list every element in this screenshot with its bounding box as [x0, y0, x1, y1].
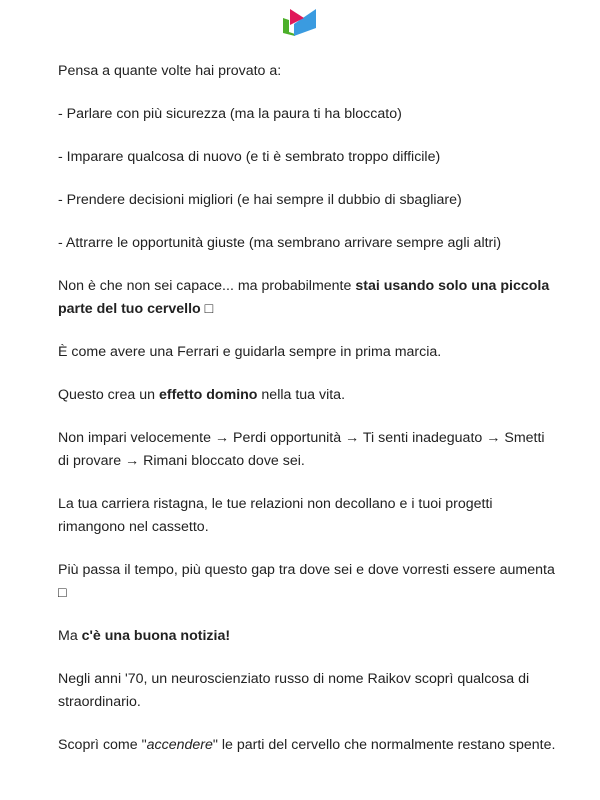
text: Questo crea un	[58, 387, 159, 403]
list-item: - Prendere decisioni migliori (e hai sempre il dubbio di sbagliare)	[58, 192, 462, 208]
brand-logo-icon	[280, 6, 320, 36]
paragraph: È come avere una Ferrari e guidarla sempre in prima marcia.	[58, 344, 442, 360]
bold-text: c'è una buona notizia!	[81, 628, 231, 644]
text: Ma	[58, 628, 82, 644]
paragraph: Più passa il tempo, più questo gap tra dove sei e dove vorresti essere aumenta □	[58, 562, 555, 601]
paragraph: Non impari velocemente → Perdi opportunità → Ti senti inadeguato → Smetti di provare → Rimani bloccato dove sei.	[58, 430, 545, 469]
list-item: - Attrarre le opportunità giuste (ma sembrano arrivare sempre agli altri)	[58, 235, 502, 251]
bold-text: stai usando solo una piccola parte del tuo cervello □	[58, 278, 550, 317]
list-item: - Parlare con più sicurezza (ma la paura ti ha bloccato)	[58, 106, 402, 122]
italic-text: accendere	[146, 737, 213, 753]
text: Scoprì come "	[58, 737, 147, 753]
text: Non è che non sei capace... ma probabilmente	[58, 278, 356, 294]
bold-text: effetto domino	[158, 387, 258, 403]
paragraph	[58, 275, 558, 321]
paragraph: Pensa a quante volte hai provato a:	[58, 63, 282, 79]
paragraph: La tua carriera ristagna, le tue relazioni non decollano e i tuoi progetti rimangono nel cassetto.	[58, 496, 493, 535]
paragraph	[58, 734, 558, 757]
paragraph	[58, 625, 558, 648]
text: nella tua vita.	[257, 387, 346, 403]
article-body	[58, 60, 558, 777]
list-item: - Imparare qualcosa di nuovo (e ti è sembrato troppo difficile)	[58, 149, 441, 165]
paragraph	[58, 384, 558, 407]
paragraph: Negli anni '70, un neuroscienziato russo di nome Raikov scoprì qualcosa di straordinario.	[58, 671, 530, 710]
text: " le parti del cervello che normalmente restano spente.	[212, 737, 556, 753]
